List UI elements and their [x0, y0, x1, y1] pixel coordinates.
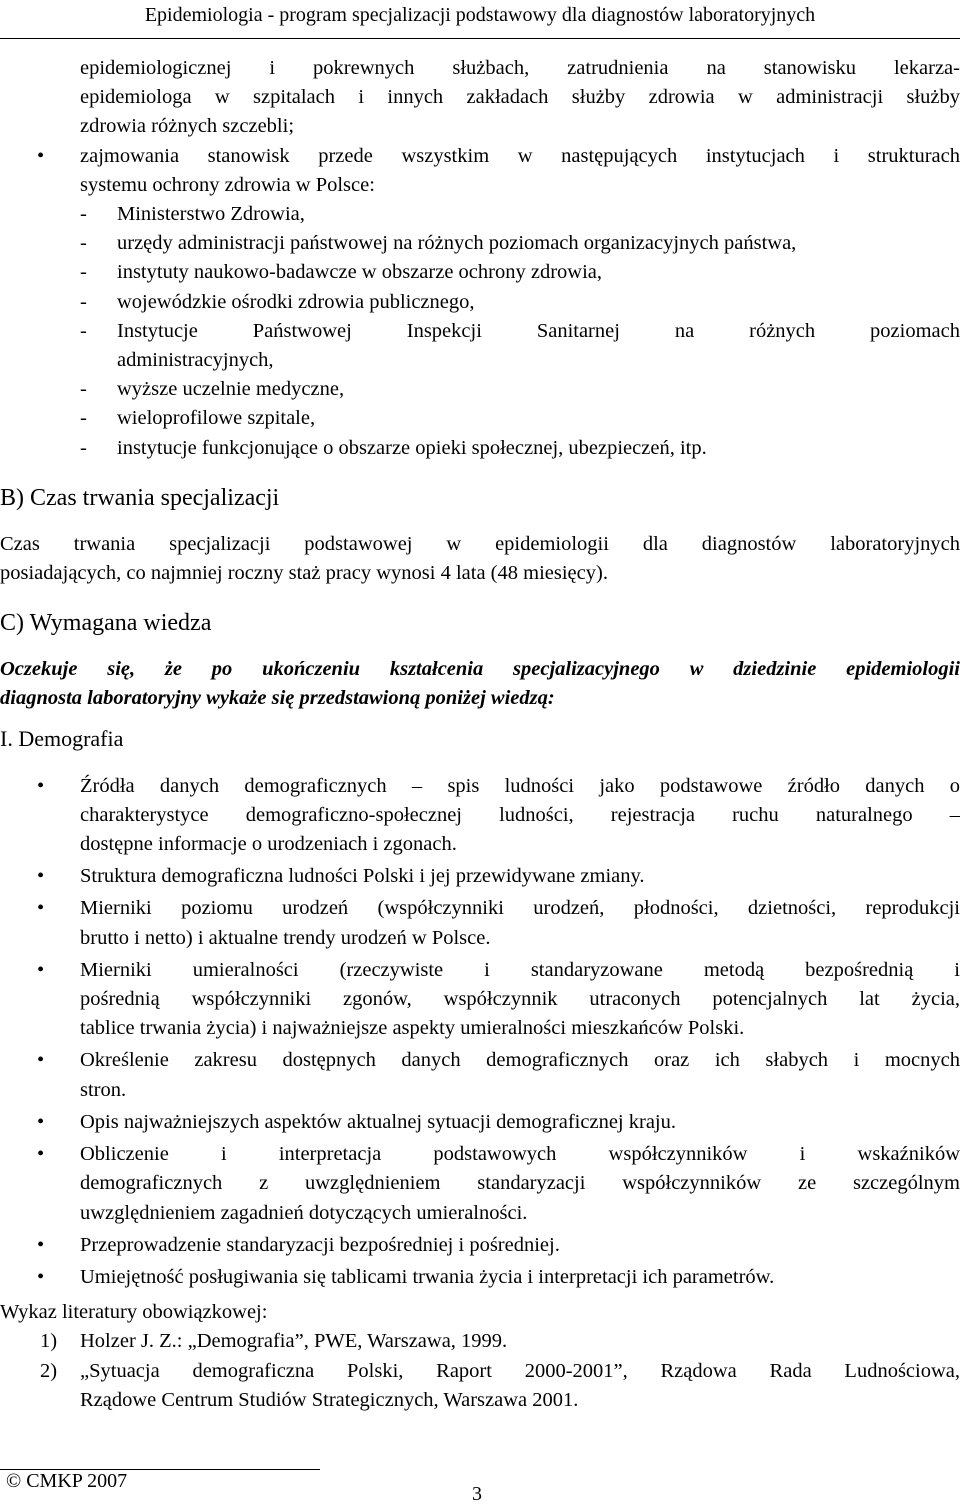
literature-title: Wykaz literatury obowiązkowej: — [0, 1301, 268, 1324]
text-line: uwzględnieniem zagadnień dotyczących umieralności. — [80, 1201, 528, 1224]
bullet-icon: • — [37, 1049, 45, 1072]
dash-item — [0, 404, 960, 433]
literature-number: 2) — [40, 1359, 58, 1382]
dash-icon: - — [80, 378, 87, 401]
literature-item — [0, 1357, 960, 1415]
continued-paragraph — [0, 54, 960, 142]
dash-item-continuation: administracyjnych, — [117, 349, 274, 372]
text-line: Rządowe Centrum Studiów Strategicznych, Warszawa 2001. — [80, 1388, 579, 1411]
dash-item-text: Instytucje Państwowej Inspekcji Sanitarnej na różnych poziomach — [117, 319, 960, 342]
dash-icon: - — [80, 319, 87, 342]
text-line: diagnosta laboratoryjny wykaże się przedstawioną poniżej wiedzą: — [0, 687, 555, 710]
dash-item-text: Ministerstwo Zdrowia, — [117, 203, 305, 226]
text-line: „Sytuacja demograficzna Polski, Raport 2000-2001”, Rządowa Rada Ludnościowa, — [80, 1359, 960, 1382]
text-line: Mierniki poziomu urodzeń (współczynniki urodzeń, płodności, dzietności, reprodukcji — [80, 897, 960, 920]
literature-list — [0, 1327, 960, 1415]
list-item — [0, 956, 960, 1044]
dash-item — [0, 317, 960, 346]
bullet-icon: • — [37, 1233, 45, 1256]
text-line: Obliczenie i interpretacja podstawowych współczynników i wskaźników — [80, 1143, 960, 1166]
text-line: Przeprowadzenie standaryzacji bezpośredniej i pośredniej. — [80, 1233, 560, 1256]
dash-icon: - — [80, 290, 87, 313]
dash-item-text: wieloprofilowe szpitale, — [117, 407, 316, 430]
text-line: Holzer J. Z.: „Demografia”, PWE, Warszawa, 1999. — [80, 1330, 508, 1353]
dash-item — [0, 229, 960, 258]
text-line: tablice trwania życia) i najważniejsze aspekty umieralności mieszkańców Polski. — [80, 1017, 745, 1040]
list-item — [0, 894, 960, 952]
dash-item — [0, 288, 960, 317]
bullet-icon: • — [37, 958, 45, 981]
demografia-list — [0, 772, 960, 1292]
list-item — [0, 1263, 960, 1292]
text-line: Określenie zakresu dostępnych danych demograficznych oraz ich słabych i mocnych — [80, 1049, 960, 1072]
text-line: Umiejętność posługiwania się tablicami trwania życia i interpretacji ich parametrów. — [80, 1265, 775, 1288]
list-item — [0, 1231, 960, 1260]
dash-item-text: instytuty naukowo-badawcze w obszarze ochrony zdrowia, — [117, 261, 602, 284]
text-line: Czas trwania specjalizacji podstawowej w epidemiologii dla diagnostów laboratoryjnych — [0, 532, 960, 555]
dash-item — [0, 375, 960, 404]
section-b-heading: B) Czas trwania specjalizacji — [0, 484, 280, 511]
dash-item-text: instytucje funkcjonujące o obszarze opieki społecznej, ubezpieczeń, itp. — [117, 436, 707, 459]
dash-item-text: urzędy administracji państwowej na różnych poziomach organizacyjnych państwa, — [117, 232, 797, 255]
list-item — [0, 1108, 960, 1137]
page-header — [0, 0, 960, 39]
text-line: systemu ochrony zdrowia w Polsce: — [80, 173, 375, 196]
text-line: Struktura demograficzna ludności Polski i jej przewidywane zmiany. — [80, 865, 645, 888]
bullet-icon: • — [37, 1143, 45, 1166]
dash-item — [0, 258, 960, 287]
text-line: stron. — [80, 1078, 127, 1101]
page-number: 3 — [472, 1483, 482, 1505]
section-b-text — [0, 530, 960, 588]
text-line: Oczekuje się, że po ukończeniu kształcenia specjalizacyjnego w dziedzinie epidemiologii — [0, 658, 960, 681]
list-item — [0, 1046, 960, 1104]
dash-icon: - — [80, 203, 87, 226]
literature-item — [0, 1327, 960, 1356]
dash-item-text: wojewódzkie ośrodki zdrowia publicznego, — [117, 290, 475, 313]
dash-item-text: wyższe uczelnie medyczne, — [117, 378, 345, 401]
header-title: Epidemiologia - program specjalizacji podstawowy dla diagnostów laboratoryjnych — [144, 4, 816, 26]
dash-icon: - — [80, 232, 87, 255]
bullet-icon: • — [37, 865, 45, 888]
dash-icon: - — [80, 436, 87, 459]
bullet-icon: • — [37, 144, 45, 167]
bullet-icon: • — [37, 774, 45, 797]
text-line: zajmowania stanowisk przede wszystkim w następujących instytucjach i strukturach — [80, 144, 960, 167]
text-line: posiadających, co najmniej roczny staż pracy wynosi 4 lata (48 miesięcy). — [0, 562, 608, 585]
list-item — [0, 142, 960, 200]
text-line: epidemiologa w szpitalach i innych zakładach służby zdrowia w administracji służby — [80, 86, 960, 109]
document-body — [0, 54, 960, 1415]
section-i-heading: I. Demografia — [0, 725, 124, 751]
text-line: brutto i netto) i aktualne trendy urodzeń w Polsce. — [80, 926, 491, 949]
dash-item — [0, 434, 960, 463]
text-line: demograficznych z uwzględnieniem standaryzacji współczynników ze szczególnym — [80, 1172, 960, 1195]
literature-number: 1) — [40, 1330, 58, 1353]
text-line: zdrowia różnych szczebli; — [80, 115, 295, 138]
section-c-heading: C) Wymagana wiedza — [0, 610, 212, 637]
text-line: Mierniki umieralności (rzeczywiste i standaryzowane metodą bezpośrednią i — [80, 958, 960, 981]
list-item — [0, 1140, 960, 1228]
dash-item — [0, 200, 960, 229]
list-item — [0, 772, 960, 860]
bullet-icon: • — [37, 1110, 45, 1133]
list-item — [0, 862, 960, 891]
dash-icon: - — [80, 261, 87, 284]
text-line: charakterystyce demograficzno-społecznej ludności, rejestracja ruchu naturalnego – — [80, 803, 960, 826]
text-line: dostępne informacje o urodzeniach i zgonach. — [80, 833, 457, 856]
dash-icon: - — [80, 407, 87, 430]
section-c-intro — [0, 655, 960, 713]
bullet-icon: • — [37, 1265, 45, 1288]
text-line: Opis najważniejszych aspektów aktualnej sytuacji demograficznej kraju. — [80, 1110, 676, 1133]
text-line: pośrednią współczynniki zgonów, współczynnik utraconych potencjalnych lat życia, — [80, 988, 960, 1011]
footer-copyright: © CMKP 2007 — [6, 1470, 128, 1492]
bullet-icon: • — [37, 897, 45, 920]
text-line: Źródła danych demograficznych – spis ludności jako podstawowe źródło danych o — [80, 774, 960, 797]
text-line: epidemiologicznej i pokrewnych służbach, zatrudnienia na stanowisku lekarza- — [80, 57, 960, 79]
